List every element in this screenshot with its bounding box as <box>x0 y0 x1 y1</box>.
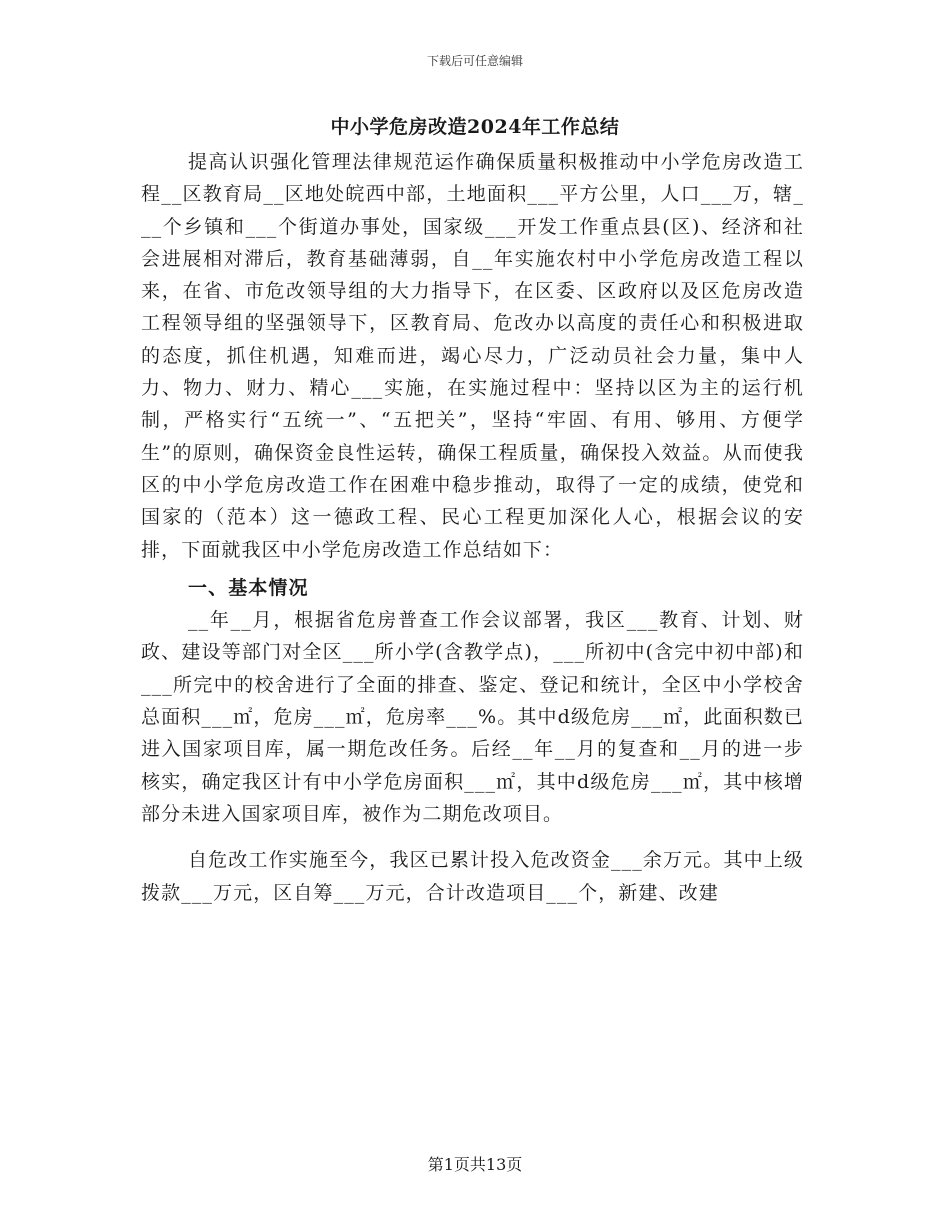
section1-paragraph-2: 自危改工作实施至今，我区已累计投入危改资金___余万元。其中上级拨款___万元，区自筹___万元，合计改造项目___个，新建、改建 <box>141 849 804 904</box>
section-heading-basic-situation: 一、基本情况 <box>188 576 309 599</box>
section1-paragraph-1: __年__月，根据省危房普查工作会议部署，我区___教育、计划、财政、建设等部门对全区___所小学(含教学点)，___所初中(含完中初中部)和___所完中的校舍进行了全面的排查、鉴定、登记和统计，全区中小学校舍总面积___㎡，危房___㎡，危房率___%。其中d级危房___㎡，此面积数已进入国家项目库，属一期危改任务。后经__年__月的复查和__月的进一步核实，确定我区计有中小学危房面积___㎡，其中d级危房___㎡，其中核增部分未进入国家项目库，被作为二期危改项目。 <box>141 609 804 825</box>
document-title: 中小学危房改造2024年工作总结 <box>330 116 620 138</box>
document-body <box>141 146 804 909</box>
intro-paragraph: 提高认识强化管理法律规范运作确保质量积极推动中小学危房改造工程__区教育局__区地处皖西中部，土地面积___平方公里，人口___万，辖___个乡镇和___个街道办事处，国家级___开发工作重点县(区)、经济和社会进展相对滞后，教育基础薄弱，自__年实施农村中小学危房改造工程以来，在省、市危改领导组的大力指导下，在区委、区政府以及区危房改造工程领导组的坚强领导下，区教育局、危改办以高度的责任心和积极进取的态度，抓住机遇，知难而进，竭心尽力，广泛动员社会力量，集中人力、物力、财力、精心___实施，在实施过程中：坚持以区为主的运行机制，严格实行“五统一”、“五把关”，坚持“牢固、有用、够用、方便学生”的原则，确保资金良性运转，确保工程质量，确保投入效益。从而使我区的中小学危房改造工作在困难中稳步推动，取得了一定的成绩，使党和国家的（范本）这一德政工程、民心工程更加深化人心，根据会议的安排，下面就我区中小学危房改造工作总结如下： <box>141 151 804 561</box>
page-number: 第1页共13页 <box>427 1155 523 1174</box>
page-header-note: 下载后可任意编辑 <box>426 54 523 68</box>
